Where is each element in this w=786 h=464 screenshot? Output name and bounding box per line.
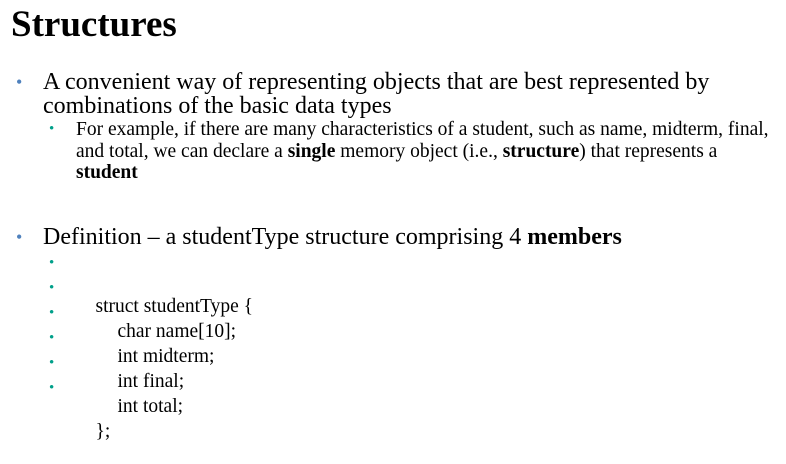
sub-bullet-dot-icon: • (49, 255, 55, 271)
example-bold-structure: structure (502, 140, 580, 162)
example-bold-single: single (287, 140, 336, 162)
bullet-convenient-way (16, 69, 778, 119)
bullet-text: A convenient way of representing objects that are best represented by combinations of the basic data types (43, 69, 710, 119)
sub-bullet-example (49, 119, 776, 184)
example-bold-student: student (76, 162, 138, 183)
sub-bullet-dot-icon: • (49, 121, 55, 137)
sub-bullet-dot-icon: • (49, 355, 55, 371)
sub-bullet-dot-icon: • (49, 380, 55, 396)
code-line-text: }; (95, 421, 111, 442)
bullet-dot-icon: • (16, 72, 23, 92)
code-line-text: struct studentType { (95, 296, 253, 317)
sub-bullet-dot-icon: • (49, 305, 55, 321)
bullet-definition (16, 224, 778, 250)
slide-title: Structures (11, 4, 177, 45)
code-line (49, 378, 776, 464)
example-text-b: memory object (i.e., (335, 140, 503, 162)
code-line-text: int midterm; (117, 346, 215, 367)
definition-bold-members: members (527, 224, 622, 250)
definition-text: Definition – a studentType structure comprising 4 (43, 224, 528, 250)
example-text-a: For example, if there are many characteristics of a student, such as name, midterm, final, and total, we can declare a (76, 119, 769, 162)
code-line-text: int final; (117, 371, 185, 392)
sub-bullet-dot-icon: • (49, 280, 55, 296)
example-text-c: ) that represents a (579, 140, 718, 162)
code-line-text: char name[10]; (117, 321, 237, 342)
sub-bullet-dot-icon: • (49, 330, 55, 346)
code-line-text: int total; (117, 396, 184, 417)
bullet-dot-icon: • (16, 227, 23, 247)
